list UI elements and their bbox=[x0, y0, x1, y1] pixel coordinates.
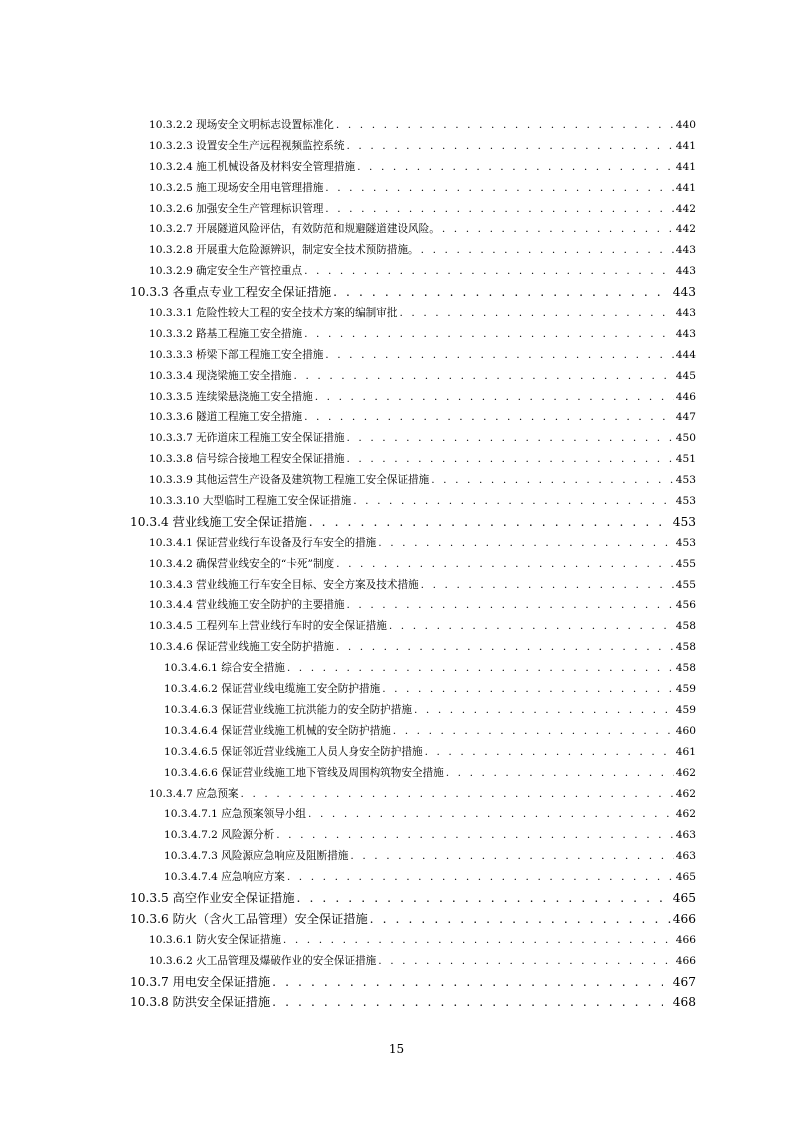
toc-entry-label: 10.3.2.3 设置安全生产远程视频监控系统 bbox=[149, 139, 345, 152]
toc-leader-dots bbox=[308, 804, 674, 825]
toc-entry[interactable] bbox=[130, 491, 696, 512]
toc-entry[interactable] bbox=[130, 345, 696, 366]
toc-entry[interactable] bbox=[130, 637, 696, 658]
toc-entry-page: 458 bbox=[675, 641, 696, 654]
toc-entry[interactable] bbox=[130, 972, 696, 993]
toc-entry-page: 450 bbox=[675, 432, 696, 445]
toc-entry-label: 10.3.3 各重点专业工程安全保证措施 bbox=[130, 285, 332, 300]
toc-entry-page: 443 bbox=[675, 244, 696, 257]
toc-entry-label: 10.3.3.3 桥梁下部工程施工安全措施 bbox=[149, 348, 324, 361]
toc-entry-label: 10.3.4.6.5 保证邻近营业线施工人员人身安全防护措施 bbox=[164, 745, 423, 758]
toc-entry-label: 10.3.2.8 开展重大危险源辨识，制定安全技术预防措施。 bbox=[149, 244, 419, 257]
toc-entry[interactable] bbox=[130, 136, 696, 157]
toc-entry[interactable] bbox=[130, 387, 696, 408]
toc-entry[interactable] bbox=[130, 679, 696, 700]
toc-entry-page: 442 bbox=[675, 202, 696, 215]
toc-entry-page: 447 bbox=[675, 411, 696, 424]
toc-entry-label: 10.3.4.1 保证营业线行车设备及行车安全的措施 bbox=[149, 536, 377, 549]
toc-entry-label: 10.3.3.2 路基工程施工安全措施 bbox=[149, 327, 303, 340]
toc-entry[interactable] bbox=[130, 658, 696, 679]
toc-leader-dots bbox=[272, 992, 663, 1013]
toc-entry-label: 10.3.4.2 确保营业线安全的“卡死”制度 bbox=[149, 557, 335, 570]
toc-entry-page: 446 bbox=[675, 390, 696, 403]
toc-entry-label: 10.3.4.7.3 风险源应急响应及阻断措施 bbox=[164, 850, 349, 863]
toc-entry[interactable] bbox=[130, 219, 696, 240]
toc-leader-dots bbox=[350, 846, 673, 867]
toc-leader-dots bbox=[297, 888, 663, 909]
toc-entry[interactable] bbox=[130, 240, 696, 261]
toc-entry-page: 466 bbox=[672, 911, 696, 926]
toc-entry-page: 453 bbox=[675, 474, 696, 487]
toc-entry-page: 465 bbox=[675, 871, 696, 884]
toc-leader-dots bbox=[421, 575, 674, 596]
toc-entry[interactable] bbox=[130, 721, 696, 742]
toc-entry-page: 462 bbox=[675, 766, 696, 779]
toc-entry-page: 458 bbox=[675, 662, 696, 675]
toc-leader-dots bbox=[325, 345, 673, 366]
toc-entry-label: 10.3.2.2 现场安全文明标志设置标准化 bbox=[149, 119, 334, 131]
toc-entry-page: 443 bbox=[675, 307, 696, 320]
toc-entry-page: 455 bbox=[675, 557, 696, 570]
toc-entry-page: 455 bbox=[675, 578, 696, 591]
toc-entry[interactable] bbox=[130, 282, 696, 303]
toc-leader-dots bbox=[421, 240, 674, 261]
toc-leader-dots bbox=[378, 951, 674, 972]
toc-leader-dots bbox=[346, 428, 673, 449]
toc-leader-dots bbox=[294, 366, 674, 387]
toc-leader-dots bbox=[325, 178, 673, 199]
toc-leader-dots bbox=[336, 637, 674, 658]
toc-entry-label: 10.3.4.4 营业线施工安全防护的主要措施 bbox=[149, 599, 345, 612]
toc-entry-label: 10.3.3.7 无砟道床工程施工安全保证措施 bbox=[149, 432, 345, 445]
toc-entry-label: 10.3.4.3 营业线施工行车安全目标、安全方案及技术措施 bbox=[149, 578, 419, 591]
toc-entry[interactable] bbox=[130, 261, 696, 282]
toc-entry-page: 443 bbox=[672, 285, 696, 300]
toc-entry-page: 461 bbox=[675, 745, 696, 758]
toc-entry-page: 440 bbox=[675, 119, 696, 131]
toc-entry-label: 10.3.4.7.1 应急预案领导小组 bbox=[164, 808, 307, 821]
toc-entry[interactable] bbox=[130, 909, 696, 930]
toc-entry-page: 458 bbox=[675, 620, 696, 633]
toc-leader-dots bbox=[304, 261, 674, 282]
toc-entry-label: 10.3.2.5 施工现场安全用电管理措施 bbox=[149, 181, 324, 194]
toc-entry-page: 462 bbox=[675, 787, 696, 800]
toc-entry[interactable] bbox=[130, 992, 696, 1013]
toc-entry[interactable] bbox=[130, 595, 696, 616]
toc-leader-dots bbox=[304, 324, 674, 345]
toc-entry-page: 443 bbox=[675, 265, 696, 278]
toc-entry-label: 10.3.3.9 其他运营生产设备及建筑物工程施工安全保证措施 bbox=[149, 474, 430, 487]
toc-entry-page: 456 bbox=[675, 599, 696, 612]
toc-entry-page: 463 bbox=[675, 829, 696, 842]
toc-leader-dots bbox=[287, 867, 674, 888]
toc-entry-page: 444 bbox=[675, 348, 696, 361]
toc-leader-dots bbox=[336, 554, 674, 575]
toc-entry-label: 10.3.2.7 开展隧道风险评估，有效防范和规避隧道建设风险。 bbox=[149, 223, 440, 236]
toc-leader-dots bbox=[346, 449, 673, 470]
toc-leader-dots bbox=[346, 136, 673, 157]
toc-entry-label: 10.3.2.9 确定安全生产管控重点 bbox=[149, 265, 303, 278]
toc-entry[interactable] bbox=[130, 324, 696, 345]
toc-entry-label: 10.3.7 用电安全保证措施 bbox=[130, 974, 271, 989]
toc-leader-dots bbox=[357, 157, 674, 178]
toc-entry-page: 460 bbox=[675, 724, 696, 737]
toc-entry[interactable] bbox=[130, 115, 696, 136]
toc-entry-label: 10.3.4.5 工程列车上营业线行车时的安全保证措施 bbox=[149, 620, 387, 633]
toc-entry[interactable] bbox=[130, 303, 696, 324]
toc-entry-label: 10.3.3.4 现浇梁施工安全措施 bbox=[149, 369, 292, 382]
toc-entry[interactable] bbox=[130, 700, 696, 721]
toc-leader-dots bbox=[393, 721, 674, 742]
toc-entry-page: 468 bbox=[672, 995, 696, 1010]
toc-entry-page: 459 bbox=[675, 683, 696, 696]
toc-leader-dots bbox=[276, 825, 674, 846]
toc-leader-dots bbox=[431, 470, 674, 491]
toc-entry-label: 10.3.8 防洪安全保证措施 bbox=[130, 995, 271, 1010]
toc-entry[interactable] bbox=[130, 575, 696, 596]
toc-entry-label: 10.3.4 营业线施工安全保证措施 bbox=[130, 514, 307, 529]
toc-entry[interactable] bbox=[130, 533, 696, 554]
toc-leader-dots bbox=[442, 219, 674, 240]
toc-leader-dots bbox=[333, 282, 671, 303]
toc-entry-page: 459 bbox=[675, 703, 696, 716]
toc-entry-page: 445 bbox=[675, 369, 696, 382]
toc-entry[interactable] bbox=[130, 157, 696, 178]
toc-entry[interactable] bbox=[130, 449, 696, 470]
page-number: 15 bbox=[388, 1042, 405, 1056]
toc-entry[interactable] bbox=[130, 554, 696, 575]
toc-entry-label: 10.3.3.6 隧道工程施工安全措施 bbox=[149, 411, 303, 424]
toc-entry[interactable] bbox=[130, 930, 696, 951]
toc-leader-dots bbox=[399, 303, 673, 324]
toc-leader-dots bbox=[325, 199, 673, 220]
toc-entry-label: 10.3.4.6.1 综合安全措施 bbox=[164, 662, 285, 675]
toc-entry[interactable] bbox=[130, 366, 696, 387]
toc-entry[interactable] bbox=[130, 470, 696, 491]
toc-entry[interactable] bbox=[130, 616, 696, 637]
toc-entry[interactable] bbox=[130, 846, 696, 867]
toc-entry-label: 10.3.6.1 防火安全保证措施 bbox=[149, 933, 281, 946]
toc-entry[interactable] bbox=[130, 888, 696, 909]
toc-entry-label: 10.3.3.10 大型临时工程施工安全保证措施 bbox=[149, 495, 352, 508]
toc-leader-dots bbox=[353, 491, 674, 512]
toc-leader-dots bbox=[414, 700, 674, 721]
toc-leader-dots bbox=[425, 742, 674, 763]
toc-entry-label: 10.3.4.7 应急预案 bbox=[149, 787, 239, 800]
toc-entry-page: 453 bbox=[675, 536, 696, 549]
toc-entry-label: 10.3.4.7.4 应急响应方案 bbox=[164, 871, 285, 884]
toc-leader-dots bbox=[241, 784, 674, 805]
toc-leader-dots bbox=[389, 616, 674, 637]
toc-entry[interactable] bbox=[130, 825, 696, 846]
toc-entry-label: 10.3.4.7.2 风险源分析 bbox=[164, 829, 275, 842]
toc-entry-label: 10.3.2.4 施工机械设备及材料安全管理措施 bbox=[149, 160, 356, 173]
toc-entry[interactable] bbox=[130, 784, 696, 805]
toc-entry[interactable] bbox=[130, 763, 696, 784]
toc-entry-label: 10.3.3.1 危险性较大工程的安全技术方案的编制审批 bbox=[149, 307, 398, 320]
toc-entry-page: 463 bbox=[675, 850, 696, 863]
toc-leader-dots bbox=[370, 909, 671, 930]
toc-entry[interactable] bbox=[130, 512, 696, 533]
toc-entry[interactable] bbox=[130, 178, 696, 199]
toc-entry[interactable] bbox=[130, 742, 696, 763]
toc-leader-dots bbox=[283, 930, 674, 951]
toc-entry-label: 10.3.6.2 火工品管理及爆破作业的安全保证措施 bbox=[149, 954, 377, 967]
toc-entry-page: 466 bbox=[675, 954, 696, 967]
toc-entry-label: 10.3.3.5 连续梁悬浇施工安全措施 bbox=[149, 390, 313, 403]
toc-entry-page: 441 bbox=[675, 181, 696, 194]
toc-entry-page: 453 bbox=[675, 495, 696, 508]
toc-entry-page: 453 bbox=[672, 514, 696, 529]
toc-entry-label: 10.3.3.8 信号综合接地工程安全保证措施 bbox=[149, 453, 345, 466]
toc-entry-page: 462 bbox=[675, 808, 696, 821]
toc-entry[interactable] bbox=[130, 951, 696, 972]
toc-entry[interactable] bbox=[130, 199, 696, 220]
toc-entry[interactable] bbox=[130, 804, 696, 825]
toc-entry-page: 443 bbox=[675, 327, 696, 340]
toc-entry-label: 10.3.5 高空作业安全保证措施 bbox=[130, 890, 295, 905]
toc-leader-dots bbox=[382, 679, 674, 700]
toc-leader-dots bbox=[378, 533, 674, 554]
toc-entry[interactable] bbox=[130, 407, 696, 428]
toc-entry-page: 465 bbox=[672, 890, 696, 905]
table-of-contents bbox=[130, 115, 696, 1013]
toc-leader-dots bbox=[287, 658, 674, 679]
toc-entry-page: 467 bbox=[672, 974, 696, 989]
toc-entry-label: 10.3.4.6.6 保证营业线施工地下管线及周围构筑物安全措施 bbox=[164, 766, 444, 779]
toc-entry-page: 441 bbox=[675, 139, 696, 152]
toc-leader-dots bbox=[446, 763, 674, 784]
toc-entry-page: 441 bbox=[675, 160, 696, 173]
toc-leader-dots bbox=[346, 595, 673, 616]
toc-entry[interactable] bbox=[130, 428, 696, 449]
toc-entry-page: 451 bbox=[675, 453, 696, 466]
toc-entry-label: 10.3.4.6.4 保证营业线施工机械的安全防护措施 bbox=[164, 724, 391, 737]
toc-leader-dots bbox=[304, 407, 674, 428]
toc-entry[interactable] bbox=[130, 867, 696, 888]
toc-entry-page: 442 bbox=[675, 223, 696, 236]
toc-leader-dots bbox=[315, 387, 674, 408]
toc-entry-label: 10.3.4.6.2 保证营业线电缆施工安全防护措施 bbox=[164, 683, 381, 696]
toc-entry-label: 10.3.2.6 加强安全生产管理标识管理 bbox=[149, 202, 324, 215]
toc-entry-label: 10.3.4.6.3 保证营业线施工抗洪能力的安全防护措施 bbox=[164, 703, 412, 716]
toc-leader-dots bbox=[309, 512, 663, 533]
toc-entry-label: 10.3.4.6 保证营业线施工安全防护措施 bbox=[149, 641, 334, 654]
toc-entry-page: 466 bbox=[675, 933, 696, 946]
toc-leader-dots bbox=[336, 115, 674, 136]
toc-leader-dots bbox=[272, 972, 663, 993]
toc-entry-label: 10.3.6 防火（含火工品管理）安全保证措施 bbox=[130, 911, 368, 926]
